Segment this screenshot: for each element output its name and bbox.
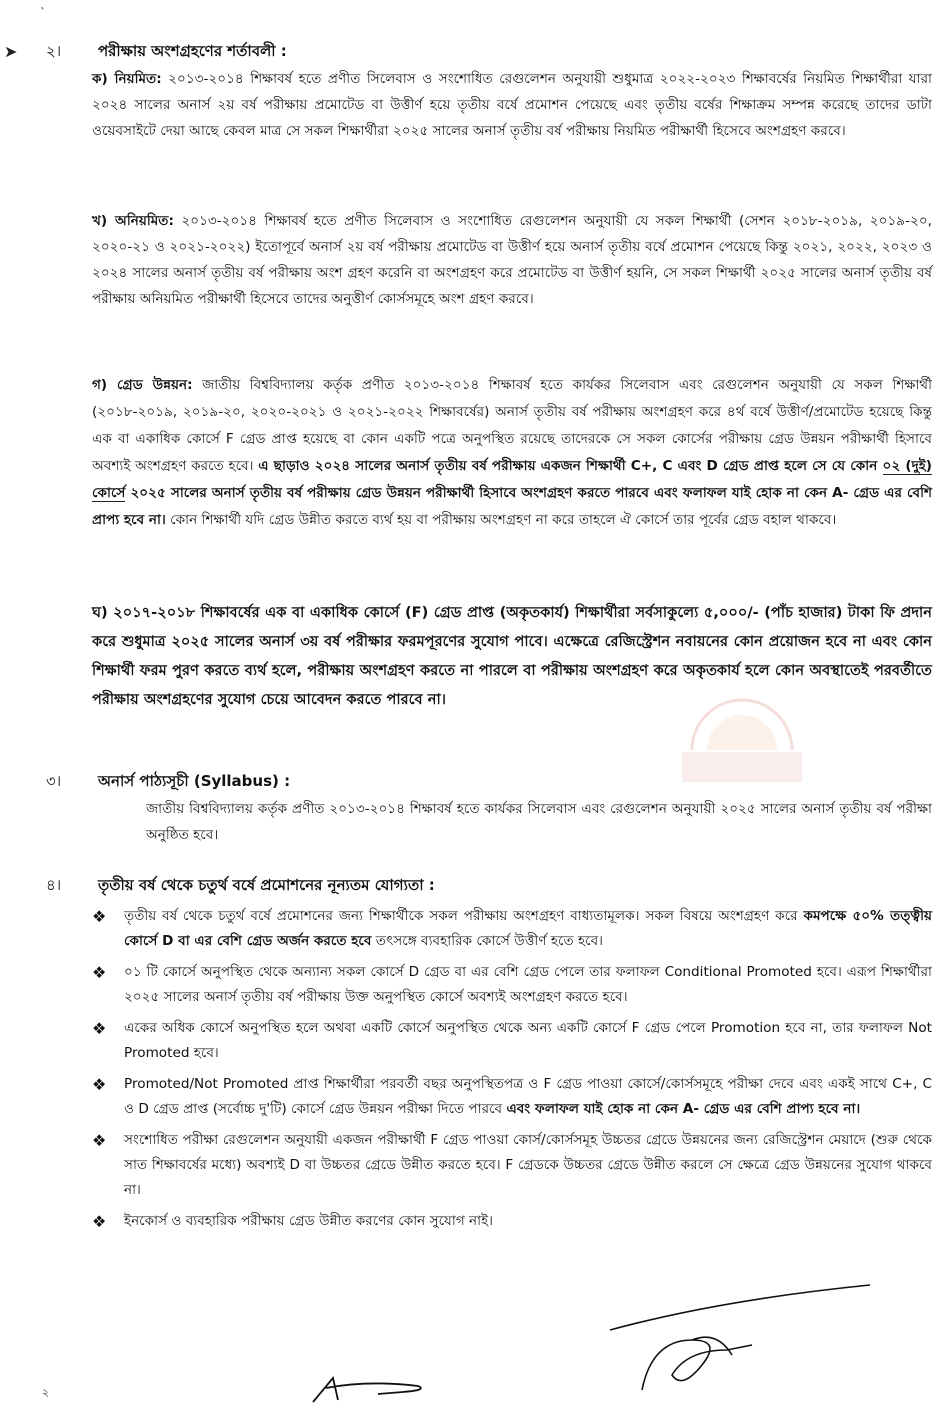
paragraph-syllabus	[146, 796, 932, 848]
bullet-text: সংশোধিত পরীক্ষা রেগুলেশন অনুযায়ী একজন পরীক্ষার্থী F গ্রেড পাওয়া কোর্স/কোর্সসমূহ উচ্চতর গ্রেডে উন্নয়নের জন্য রেজিস্ট্রেশন মেয়াদে (শুরু থেকে সাত শিক্ষাবর্ষের মধ্যে) অবশ্যই D বা উচ্চতর গ্রেডে উন্নীত করতে হবে। F গ্রেডকে উচ্চতর গ্রেডে উন্নীত করলে সে ক্ষেত্রে গ্রেড উন্নয়নের সুযোগ থাকবে না।	[124, 1132, 932, 1198]
paragraph-irregular	[92, 208, 932, 312]
bullet-text: তৃতীয় বর্ষ থেকে চতুর্থ বর্ষে প্রমোশনের জন্য শিক্ষার্থীকে সকল পরীক্ষায় অংশগ্রহণ বাধ্যতামূলক। সকল বিষয়ে অংশগ্রহণ করে	[124, 908, 804, 924]
label-regular: ক) নিয়মিত:	[92, 71, 162, 87]
text-irregular: ২০১৩-২০১৪ শিক্ষাবর্ষ হতে প্রণীত সিলেবাস ও সংশোধিত রেগুলেশন অনুযায়ী যে সকল শিক্ষার্থী (সেশন ২০১৮-২০১৯, ২০১৯-২০, ২০২০-২১ ও ২০২১-২০২২) ইতোপূর্বে অনার্স ২য় বর্ষ পরীক্ষায় প্রমোটেড বা উত্তীর্ণ হয়ে অনার্স তৃতীয় বর্ষে প্রমোশন পেয়েছে কিন্তু ২০২১, ২০২২, ২০২৩ ও ২০২৪ সালের অনার্স তৃতীয় বর্ষ পরীক্ষায় অংশ গ্রহণ করেনি বা অংশগ্রহণ করে প্রমোটেড বা উত্তীর্ণ হয়নি, সে সকল শিক্ষার্থী ২০২৫ সালের অনার্স তৃতীয় বর্ষ পরীক্ষায় অনিয়মিত পরীক্ষার্থী হিসেবে তাদের অনুত্তীর্ণ কোর্সসমূহে অংশ গ্রহণ করবে।	[92, 213, 932, 307]
diamond-bullet-icon: ❖	[92, 963, 107, 982]
list-item	[92, 904, 932, 954]
bullet-text-end: তৎসঙ্গে ব্যবহারিক কোর্সে উত্তীর্ণ হতে হবে।	[371, 933, 604, 949]
bullet-text-bold: কমপক্ষে ৫০% তত্ত্বীয় কোর্সে D বা এর বেশি গ্রেড অর্জন করতে হবে	[124, 908, 932, 949]
label-irregular: খ) অনিয়মিত:	[92, 213, 174, 229]
text-grade-improvement-1: জাতীয় বিশ্ববিদ্যালয় কর্তৃক প্রণীত ২০১৩-২০১৪ শিক্ষাবর্ষ হতে কার্যকর সিলেবাস এবং রেগুলেশন অনুযায়ী যে সকল শিক্ষার্থী (২০১৮-২০১৯, ২০১৯-২০, ২০২০-২০২১ ও ২০২১-২০২২ শিক্ষাবর্ষের) অনার্স তৃতীয় বর্ষ পরীক্ষায় অংশগ্রহণ করে ৪র্থ বর্ষে উত্তীর্ণ/প্রমোটেড হয়েছে কিন্তু এক বা একাধিক কোর্সে F গ্রেড প্রাপ্ত হয়েছে বা কোন একটি পত্রে অনুপস্থিত রয়েছে তাদেরকে সে সকল কোর্সের পরীক্ষায় গ্রেড উন্নয়ন পরীক্ষার্থী হিসাবে অবশ্যই অংশগ্রহণ করতে হবে।	[92, 377, 932, 474]
section-2-number: ২।	[46, 42, 62, 60]
list-item	[92, 1209, 932, 1234]
text-grade-improvement-2: এ ছাড়াও ২০২৪ সালের অনার্স তৃতীয় বর্ষ পরীক্ষায় একজন শিক্ষার্থী C+, C এবং D গ্রেড প্রাপ্ত হলে সে যে কোন	[258, 458, 883, 474]
bullet-text: ০১ টি কোর্সে অনুপস্থিত থেকে অন্যান্য সকল কোর্সে D গ্রেড বা এর বেশি গ্রেড পেলে তার ফলাফল Conditional Promoted হবে। এরূপ শিক্ষার্থীরা ২০২৫ সালের অনার্স তৃতীয় বর্ষ পরীক্ষায় উক্ত অনুপস্থিত কোর্সে অবশ্যই অংশগ্রহণ করতে হবে।	[124, 964, 932, 1005]
text-grade-improvement-3: ০২ (দুই) কোর্সে	[92, 458, 932, 501]
bullet-text: একের অধিক কোর্সে অনুপস্থিত হলে অথবা একটি কোর্সে অনুপস্থিত থেকে অন্য একটি কোর্সে F গ্রেড পেলে Promotion হবে না, তার ফলাফল Not Promoted হবে।	[124, 1020, 932, 1061]
text-syllabus: জাতীয় বিশ্ববিদ্যালয় কর্তৃক প্রণীত ২০১৩-২০১৪ শিক্ষাবর্ষ হতে কার্যকর সিলেবাস এবং রেগুলেশন অনুযায়ী ২০২৫ সালের অনার্স তৃতীয় বর্ষ পরীক্ষা অনুষ্ঠিত হবে।	[146, 801, 932, 843]
bullet-text: Promoted/Not Promoted প্রাপ্ত শিক্ষার্থীরা পরবর্তী বছর অনুপস্থিতপত্র ও F গ্রেড পাওয়া কোর্সে/কোর্সসমূহে পরীক্ষা দেবে এবং একই সাথে C+, C ও D গ্রেড প্রাপ্ত (সর্বোচ্চ দু'টি) কোর্সে গ্রেড উন্নয়ন পরীক্ষা দিতে পারবে	[124, 1076, 932, 1117]
list-item	[92, 1016, 932, 1066]
diamond-bullet-icon: ❖	[92, 907, 107, 926]
pointer-arrow-icon: ➤	[4, 42, 18, 61]
paragraph-regular	[92, 66, 932, 144]
diamond-bullet-icon: ❖	[92, 1075, 107, 1094]
text-regular: ২০১৩-২০১৪ শিক্ষাবর্ষ হতে প্রণীত সিলেবাস ও সংশোধিত রেগুলেশন অনুযায়ী শুধুমাত্র ২০২২-২০২৩ শিক্ষাবর্ষের নিয়মিত শিক্ষার্থীরা যারা ২০২৪ সালের অনার্স ২য় বর্ষ পরীক্ষায় প্রমোটেড বা উত্তীর্ণ হয়ে তৃতীয় বর্ষে প্রমোশন পেয়েছে এবং তৃতীয় বর্ষের শিক্ষাক্রম সম্পন্ন করেছে তাদের ডাটা ওয়েবসাইটে দেয়া আছে কেবল মাত্র সে সকল শিক্ষার্থীরা ২০২৫ সালের অনার্স তৃতীয় বর্ষ পরীক্ষায় নিয়মিত পরীক্ষার্থী হিসেবে অংশগ্রহণ করবে।	[92, 71, 932, 139]
signature-right	[632, 1320, 772, 1410]
list-item	[92, 1072, 932, 1122]
top-tick-mark: `	[40, 6, 46, 20]
text-grade-improvement-4: ২০২৫ সালের অনার্স তৃতীয় বর্ষ পরীক্ষায় গ্রেড উন্নয়ন পরীক্ষার্থী হিসাবে অংশগ্রহণ করতে পারবে এবং ফলাফল যাই হোক না কেন A- গ্রেড এর বেশি প্রাপ্য হবে না।	[92, 485, 932, 528]
section-4-number: ৪।	[46, 876, 62, 894]
text-failed-students: ঘ) ২০১৭-২০১৮ শিক্ষাবর্ষের এক বা একাধিক কোর্সে (F) গ্রেড প্রাপ্ত (অকৃতকার্য) শিক্ষার্থীরা সর্বসাকুল্যে ৫,০০০/- (পাঁচ হাজার) টাকা ফি প্রদান করে শুধুমাত্র ২০২৫ সালের অনার্স ৩য় বর্ষ পরীক্ষার ফরমপূরণের সুযোগ পাবে। এক্ষেত্রে রেজিস্ট্রেশন নবায়নের কোন প্রয়োজন হবে না এবং কোন শিক্ষার্থী ফরম পুরণ করতে ব্যর্থ হলে, পরীক্ষায় অংশগ্রহণ করতে না পারলে বা পরীক্ষায় অংশগ্রহণ করে অকৃতকার্য হলে কোন অবস্থাতেই পরবর্তীতে পরীক্ষায় অংশগ্রহণের সুযোগ চেয়ে আবেদন করতে পারবে না।	[92, 604, 932, 708]
bullet-text: ইনকোর্স ও ব্যবহারিক পরীক্ষায় গ্রেড উন্নীত করণের কোন সুযোগ নাই।	[124, 1213, 494, 1229]
diamond-bullet-icon: ❖	[92, 1019, 107, 1038]
bullet-text-bold: এবং ফলাফল যাই হোক না কেন A- গ্রেড এর বেশি প্রাপ্য হবে না।	[506, 1101, 861, 1117]
paragraph-grade-improvement	[92, 372, 932, 534]
diamond-bullet-icon: ❖	[92, 1131, 107, 1150]
list-item	[92, 960, 932, 1010]
page-number: ২	[42, 1386, 50, 1399]
section-3-title: অনার্স পাঠ্যসূচী (Syllabus) :	[98, 772, 291, 790]
signature-left	[308, 1370, 448, 1410]
label-grade-improvement: গ) গ্রেড উন্নয়ন:	[92, 377, 193, 393]
section-3-number: ৩।	[46, 772, 62, 790]
list-item	[92, 1128, 932, 1203]
watermark-logo	[672, 690, 812, 800]
promotion-rules-list	[92, 904, 932, 1240]
diamond-bullet-icon: ❖	[92, 1212, 107, 1231]
text-grade-improvement-5: কোন শিক্ষার্থী যদি গ্রেড উন্নীত করতে ব্যর্থ হয় বা পরীক্ষায় অংশগ্রহণ না করে তাহলে ঐ কোর্সে তার পূর্বের গ্রেড বহাল থাকবে।	[165, 512, 837, 528]
section-2-title: পরীক্ষায় অংশগ্রহণের শর্তাবলী :	[98, 42, 287, 60]
section-4-title: তৃতীয় বর্ষ থেকে চতুর্থ বর্ষে প্রমোশনের নূন্যতম যোগ্যতা :	[98, 876, 435, 894]
